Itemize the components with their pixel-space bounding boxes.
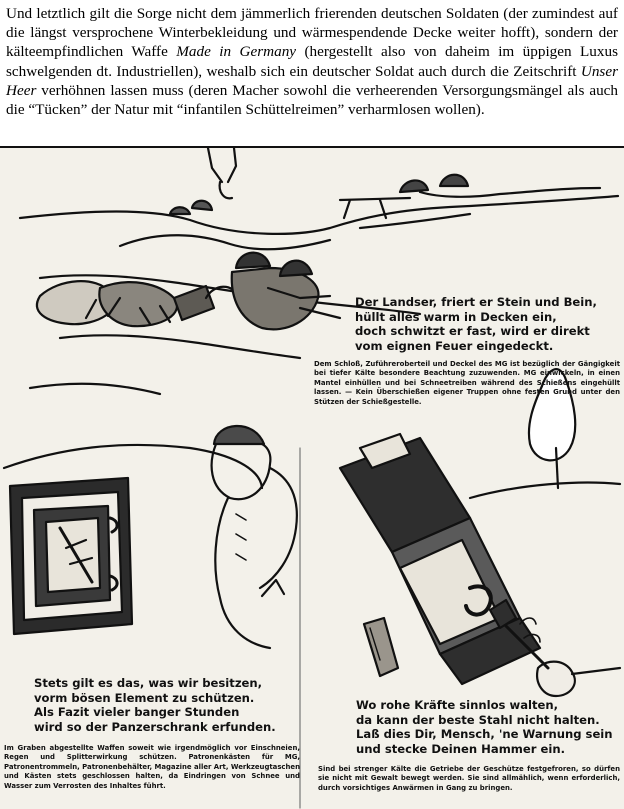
gun-and-hammer-drawing	[340, 369, 620, 696]
cartoon-poster	[0, 146, 624, 809]
verse-rohe-kraefte: Wo rohe Kräfte sinnlos walten, da kann der beste Stahl nicht halten. Laß dies Dir, Mensch, 'ne Warnung sein und stecke Deinen Hammer ein.	[356, 698, 613, 756]
note-geschuetze-instructions: Sind bei strenger Kälte die Getriebe der Geschütze festgefroren, so dürfen sie nicht mit Gewalt bewegt werden. Sie sind allmählich, wenn erforderlich, durch vorsichtiges Anwärmen in Gang zu bringen.	[318, 765, 620, 792]
safe-drawing	[4, 426, 297, 648]
intro-italic-unser-heer: Unser Heer	[6, 62, 618, 99]
trench-scene-drawing	[20, 148, 618, 394]
note-mg-instructions: Dem Schloß, Zuführeroberteil und Deckel des MG ist bezüglich der Gängigkeit bei tiefer Kälte besondere Beachtung zuzuwenden. MG einwickeln, in einen Mantel einhüllen und bei Schneetreiben während des Schießens eingehüllt lassen. — Kein Überschießen eigener Truppen ohne festen Grund unter den Stützen der Schießgestelle.	[314, 360, 620, 406]
verse-panzerschrank: Stets gilt es das, was wir besitzen, vorm bösen Element zu schützen. Als Fazit vieler banger Stunden wird so der Panzerschrank erfunden.	[34, 676, 276, 734]
intro-text-1: Und letztlich gilt die Sorge nicht dem jämmerlich frierenden deutschen Soldaten (der zumindest auf die längst versprochene Winterbekleidung und wärmespendende Decke weiter hofft), sondern der kälteempfindlichen Waffe	[6, 5, 618, 61]
intro-italic-made-in-germany: Made in Germany	[176, 43, 297, 61]
note-graben-instructions: Im Graben abgestellte Waffen soweit wie irgendmöglich vor Einschneien, Regen und Splitterwirkung schützen. Patronenkästen für MG, Patronentrommeln, Patronenbehälter, Magazine aller Art, Werkzeugtaschen und Kästen stets geschlossen halten, da Eindringen von Schnee und Wasser zum Verrosten des Inhaltes führt.	[4, 744, 300, 790]
intro-paragraph	[6, 4, 618, 119]
verse-landser: Der Landser, friert er Stein und Bein, hüllt alles warm in Decken ein, doch schwitzt er fast, wird er direkt vom eignen Feuer eingedeckt.	[355, 295, 597, 353]
intro-text-2: (hergestellt also von daheim im üppigen Luxus schwelgenden dt. Industriellen), weshalb sich ein deutscher Soldat auch durch die Zeitschrift	[6, 43, 618, 80]
intro-text-3: verhöhnen lassen muss (deren Macher sowohl die verheerenden Versorgungsmängel als auch die “Tücken” der Natur mit “infantilen Schüttelreimen” verharmlosen wollen).	[6, 81, 618, 119]
